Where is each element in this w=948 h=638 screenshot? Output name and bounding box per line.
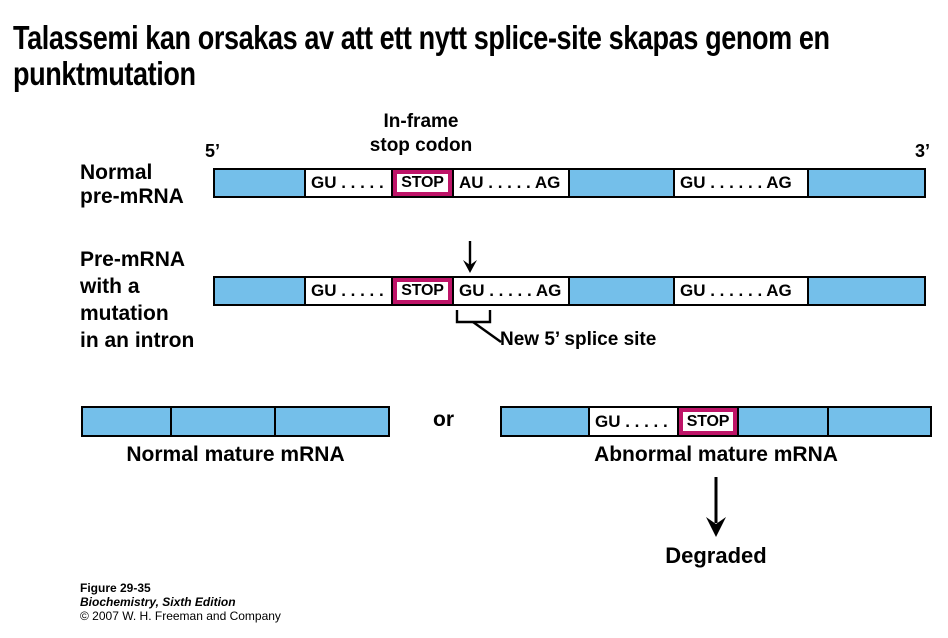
five-prime-label: 5’ bbox=[205, 141, 221, 161]
or-label: or bbox=[433, 408, 454, 431]
in-frame-label-line2: stop codon bbox=[369, 135, 473, 156]
intron-5-splice-segment: GU . . . . . bbox=[304, 278, 391, 304]
three-prime-label: 3’ bbox=[915, 141, 931, 161]
in-frame-label-line1: In-frame bbox=[383, 111, 459, 132]
exon-segment bbox=[737, 408, 827, 435]
slide-title-line1: Talassemi kan orsakas av att ett nytt splice-site skapas genom en bbox=[13, 19, 830, 56]
copyright-line: © 2007 W. H. Freeman and Company bbox=[80, 609, 281, 623]
in-frame-stop-codon-label bbox=[321, 110, 521, 158]
normal-mature-mrna-bar bbox=[81, 406, 390, 437]
degraded-label: Degraded bbox=[665, 543, 767, 568]
mutant-pre-mrna-label-line1: Pre-mRNA bbox=[80, 248, 186, 271]
new-splice-site-bracket-icon bbox=[454, 308, 504, 344]
stop-codon-box: STOP bbox=[391, 278, 452, 304]
degraded-arrow-icon bbox=[703, 476, 729, 538]
exon-segment bbox=[83, 408, 170, 435]
intron-segment: GU . . . . . . AG bbox=[673, 170, 807, 196]
exon-segment bbox=[274, 408, 388, 435]
normal-pre-mrna-bar bbox=[213, 168, 926, 198]
normal-pre-mrna-label bbox=[80, 161, 184, 209]
exon-segment bbox=[807, 278, 924, 304]
figure-number: Figure 29-35 bbox=[80, 581, 151, 595]
slide-title-line2: punktmutation bbox=[13, 55, 196, 92]
normal-pre-mrna-label-line2: pre-mRNA bbox=[80, 185, 184, 208]
normal-mature-mrna-label: Normal mature mRNA bbox=[126, 443, 345, 466]
figure-caption bbox=[80, 581, 281, 623]
exon-segment bbox=[827, 408, 930, 435]
mutant-pre-mrna-label-line2: with a bbox=[80, 275, 140, 298]
stop-codon-box: STOP bbox=[391, 170, 452, 196]
intron-3-splice-segment: AU . . . . . AG bbox=[452, 170, 568, 196]
mutant-pre-mrna-label-line3: mutation bbox=[80, 302, 169, 325]
new-splice-site-segment: GU . . . . . AG bbox=[452, 278, 568, 304]
book-title: Biochemistry, Sixth Edition bbox=[80, 595, 236, 609]
mutant-pre-mrna-label bbox=[80, 246, 194, 354]
intron-5-splice-segment: GU . . . . . bbox=[304, 170, 391, 196]
mutant-pre-mrna-bar bbox=[213, 276, 926, 306]
intron-segment: GU . . . . . . AG bbox=[673, 278, 807, 304]
mutant-pre-mrna-label-line4: in an intron bbox=[80, 329, 195, 352]
exon-segment bbox=[568, 278, 673, 304]
exon-segment bbox=[568, 170, 673, 196]
normal-pre-mrna-label-line1: Normal bbox=[80, 161, 153, 184]
abnormal-mature-mrna-bar bbox=[500, 406, 932, 437]
retained-intron-segment: GU . . . . . bbox=[588, 408, 677, 435]
exon-segment bbox=[215, 278, 304, 304]
exon-segment bbox=[215, 170, 304, 196]
new-splice-site-label: New 5’ splice site bbox=[500, 329, 657, 350]
stop-codon-box: STOP bbox=[677, 408, 737, 435]
exon-segment bbox=[807, 170, 924, 196]
mutation-site-arrow-icon bbox=[459, 240, 481, 274]
exon-segment bbox=[170, 408, 274, 435]
abnormal-mature-mrna-label: Abnormal mature mRNA bbox=[594, 443, 838, 466]
exon-segment bbox=[502, 408, 588, 435]
